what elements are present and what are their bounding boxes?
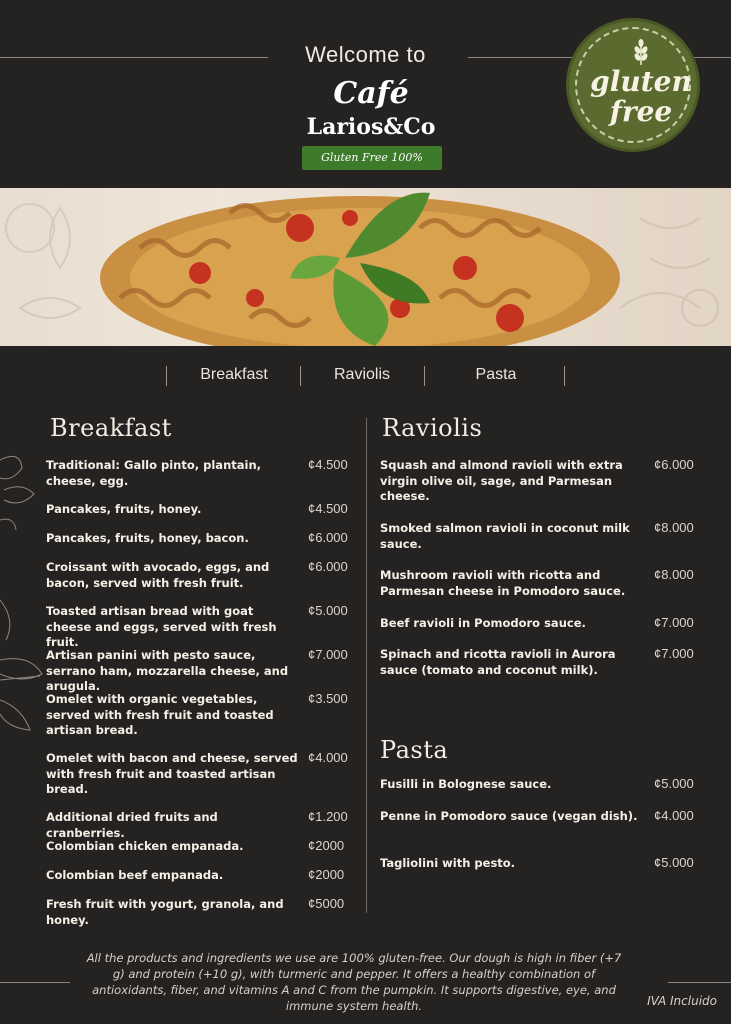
menu-item-price: ¢3.500 [308,691,348,706]
menu-item-price: ¢1.200 [308,809,348,824]
nav-separator [166,366,167,386]
pasta-title: Pasta [380,736,449,764]
footer-rule-right [668,982,731,983]
menu-item-price: ¢8.000 [654,520,694,535]
menu-item-name: Traditional: Gallo pinto, plantain, cheese, egg. [46,458,262,488]
leaf-sketch-decoration [0,450,46,740]
menu-item-price: ¢7.000 [308,647,348,662]
menu-item-name: Omelet with organic vegetables, served with fresh fruit and toasted artisan bread. [46,692,274,737]
badge-line-2: free [609,95,673,128]
menu-item-price: ¢5.000 [308,603,348,618]
menu-item-price: ¢6.000 [308,530,348,545]
nav-item-pasta[interactable]: Pasta [475,366,517,383]
menu-item-price: ¢4.500 [308,457,348,472]
menu-item-price: ¢2000 [308,867,345,882]
menu-item-name: Additional dried fruits and cranberries. [46,810,218,840]
menu-item-name: Croissant with avocado, eggs, and bacon, served with fresh fruit. [46,560,270,590]
raviolis-title: Raviolis [382,414,483,442]
cafe-logo [300,76,442,176]
footer-rule-left [0,982,70,983]
menu-item-name: Colombian beef empanada. [46,868,224,882]
breakfast-title: Breakfast [50,414,172,442]
menu-item-price: ¢5.000 [654,855,694,870]
menu-item-price: ¢7.000 [654,646,694,661]
menu-item-price: ¢5.000 [654,776,694,791]
badge-ring [575,27,691,143]
tax-note: IVA Incluido [647,994,717,1008]
menu-item-name: Artisan panini with pesto sauce, serrano ham, mozzarella cheese, and arugula. [46,648,289,693]
wheat-icon [633,39,649,65]
menu-item-name: Tagliolini with pesto. [380,856,516,870]
menu-item-name: Pancakes, fruits, honey, bacon. [46,531,249,545]
logo-name-text: Larios&Co [306,114,436,140]
menu-item-name: Mushroom ravioli with ricotta and Parmesan cheese in Pomodoro sauce. [380,568,626,598]
menu-item-price: ¢7.000 [654,615,694,630]
gluten-free-badge [566,18,700,152]
nav-item-raviolis[interactable]: Raviolis [333,366,390,383]
menu-item-price: ¢5000 [308,896,345,911]
menu-item-name: Pancakes, fruits, honey. [46,502,202,516]
pasta-photo [0,188,731,346]
welcome-text: Welcome to [305,42,426,67]
menu-item-price: ¢8.000 [654,567,694,582]
menu-item-name: Toasted artisan bread with goat cheese and eggs, served with fresh fruit. [46,604,277,649]
menu-item-name: Fusilli in Bolognese sauce. [380,777,552,791]
menu-item-name: Omelet with bacon and cheese, served with fresh fruit and toasted artisan bread. [46,751,298,796]
nav-item-breakfast[interactable]: Breakfast [200,366,268,383]
menu-item-name: Penne in Pomodoro sauce (vegan dish). [380,809,638,823]
section-nav [0,364,731,388]
nav-separator [424,366,425,386]
menu-item-name: Fresh fruit with yogurt, granola, and honey. [46,897,284,927]
nav-separator [564,366,565,386]
menu-item-price: ¢4.000 [308,750,348,765]
badge-line-1: gluten [590,65,692,98]
menu-item-price: ¢6.000 [654,457,694,472]
logo-cafe-text: Café [333,76,409,111]
menu-item-name: Colombian chicken empanada. [46,839,244,853]
menu-item-price: ¢4.000 [654,808,694,823]
menu-item-name: Beef ravioli in Pomodoro sauce. [380,616,586,630]
badge-text [577,67,705,127]
menu-item-name: Squash and almond ravioli with extra virgin olive oil, sage, and Parmesan cheese. [380,458,623,503]
menu-item-price: ¢4.500 [308,501,348,516]
gluten-free-note: All the products and ingredients we use are 100% gluten-free. Our dough is high in fiber (+7 g) and protein (+10 g), with turmeric and pepper. It offers a healthy combination of antioxidants, fiber, and vitamins A and C from the pumpkin. It supports digestive, eye, and immune system health. [86,951,622,1013]
menu-item-name: Smoked salmon ravioli in coconut milk sauce. [380,521,630,551]
pasta-banner-image [0,188,731,346]
menu-item-price: ¢2000 [308,838,345,853]
column-divider [366,418,367,913]
logo-tagline: Gluten Free 100% [302,146,442,170]
menu-item-name: Spinach and ricotta ravioli in Aurora sauce (tomato and coconut milk). [380,647,616,677]
menu-item-price: ¢6.000 [308,559,348,574]
nav-separator [300,366,301,386]
